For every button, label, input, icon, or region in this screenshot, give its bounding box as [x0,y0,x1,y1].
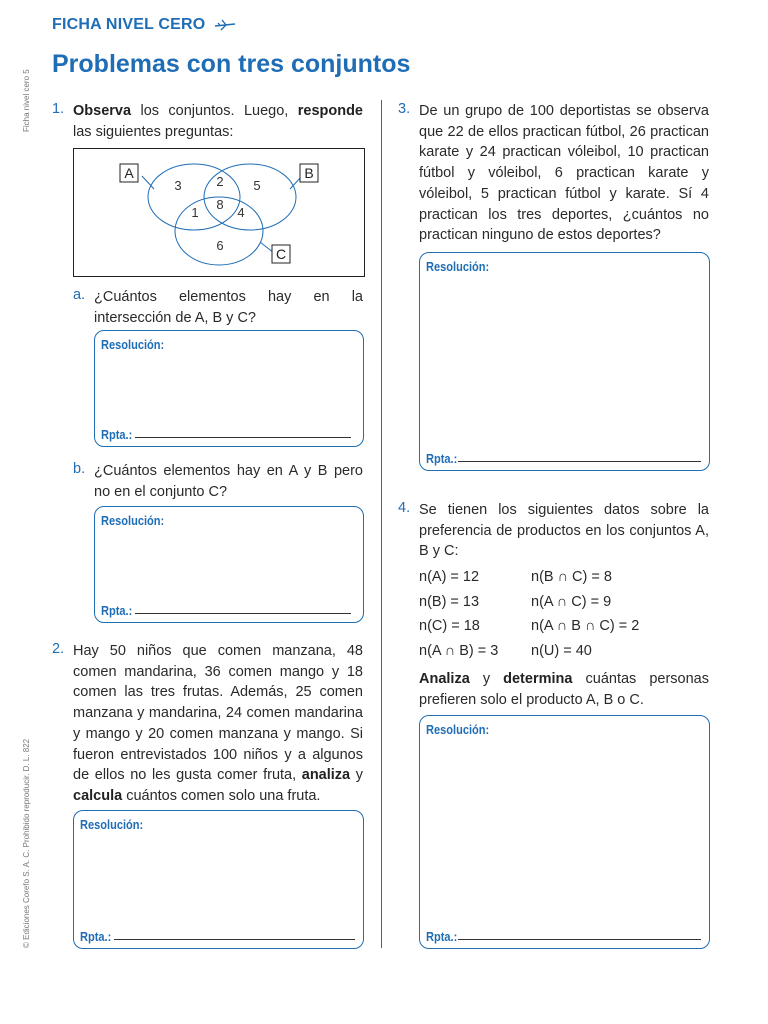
venn-value-5: 5 [253,178,261,193]
verb-determina: determina [503,671,573,687]
page-title: Problemas con tres conjuntos [52,50,411,78]
resolucion-label: Resolución: [80,817,144,832]
ficha-label-text: FICHA NIVEL CERO [52,16,206,33]
formula-n-a-c: n(A ∩ C) = 9 [531,594,612,610]
verb-analiza: analiza [301,767,351,784]
formula-n-c: n(C) = 18 [419,618,480,634]
venn-value-6: 6 [216,238,224,253]
problem-4-number: 4. [398,500,411,516]
problem-2-number: 2. [52,641,65,657]
verb-responde: responde [297,103,363,119]
side-note-bottom-text: © Ediciones Corefo S. A. C. Prohibido reproducir. D. L. 822 [22,738,31,948]
answer-box-3[interactable] [419,252,710,471]
rpta-label: Rpta.: [426,451,458,466]
venn-label-c: C [275,246,287,262]
problem-2-text [73,641,363,807]
plane-icon [214,19,236,31]
rpta-line[interactable] [135,613,351,614]
venn-value-8: 8 [216,197,224,212]
formula-n-b-c: n(B ∩ C) = 8 [531,569,612,585]
problem-4-instruction [419,669,709,710]
answer-box-4[interactable] [419,715,710,949]
verb-observa: Observa [73,103,132,119]
venn-diagram [73,148,365,277]
resolucion-label: Resolución: [426,722,490,737]
problem-1-text-1: los conjuntos. Luego, [131,103,298,119]
rpta-line[interactable] [458,939,701,940]
verb-analiza-4: Analiza [419,671,470,687]
side-note-top-text: Ficha nivel cero 5 [22,69,31,132]
rpta-line[interactable] [458,461,701,462]
problem-4-text-1: y [469,671,504,687]
resolucion-label: Resolución: [101,337,165,352]
venn-svg [74,149,364,276]
venn-value-3: 3 [174,178,182,193]
problem-1-text-2: las siguientes preguntas: [73,123,234,140]
problem-3-text: De un grupo de 100 deportistas se observa que 22 de ellos practican fútbol, 26 practican karate y 24 practican vóleibol, 10 practican fútbol y vóleibol, 6 practican karate y vóleibol, 5 practican fútbol y karate. Sí 4 practican los tres deportes, ¿cuántos no practican ninguno de estos deportes? [419,103,709,244]
question-b-text: ¿Cuántos elementos hay en A y B pero no en el conjunto C? [94,463,363,500]
rpta-label: Rpta.: [80,929,112,944]
problem-4-text-2: cuántas personas prefieren solo el producto A, B o C. [419,671,709,708]
question-b-label: b. [73,461,86,477]
rpta-label: Rpta.: [101,427,133,442]
problem-1-number: 1. [52,101,65,117]
venn-label-a: A [124,165,134,181]
formula-n-b: n(B) = 13 [419,594,480,610]
venn-label-b: B [304,165,314,181]
verb-calcula: calcula [73,787,123,804]
question-a-label: a. [73,287,86,303]
side-note-bottom [22,700,36,950]
problem-2-text-1: Hay 50 niños que comen manzana, 48 comen mandarina, 36 comen mango y 18 comen las tres frutas. Además, 25 comen manzana y mandarina, 24 comen mandarina y mango y 20 comen manzana y mango. Si fueron entrevistados 100 niños y a algunos de ellos no les gusta comer fruta, [73,643,363,784]
problem-3-number: 3. [398,101,411,117]
rpta-label: Rpta.: [101,603,133,618]
problem-2-text-2: y [350,767,363,784]
problem-1-text [73,101,363,142]
question-a-text: ¿Cuántos elementos hay en la intersección de A, B y C? [94,289,363,326]
column-divider [381,100,382,948]
formula-n-a-b: n(A ∩ B) = 3 [419,643,499,659]
venn-value-4: 4 [237,205,245,220]
problem-2-text-3: cuántos comen solo una fruta. [122,787,321,804]
ficha-label [52,16,236,34]
answer-box-1a[interactable] [94,330,364,447]
venn-value-2: 2 [216,174,224,189]
rpta-line[interactable] [114,939,355,940]
rpta-line[interactable] [135,437,351,438]
venn-value-1: 1 [191,205,199,220]
formula-n-a: n(A) = 12 [419,569,480,585]
rpta-label: Rpta.: [426,929,458,944]
answer-box-1b[interactable] [94,506,364,623]
side-note-top [22,54,36,134]
resolucion-label: Resolución: [101,513,165,528]
answer-box-2[interactable] [73,810,364,949]
problem-4-text: Se tienen los siguientes datos sobre la preferencia de productos en los conjuntos A, B y C: [419,502,709,560]
formula-n-u: n(U) = 40 [531,643,592,659]
formula-n-a-b-c: n(A ∩ B ∩ C) = 2 [531,618,640,634]
resolucion-label: Resolución: [426,259,490,274]
